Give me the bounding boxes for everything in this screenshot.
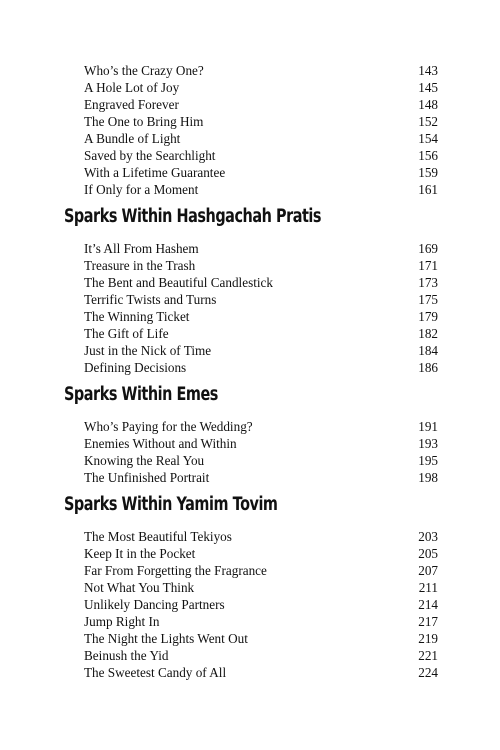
entry-title: Far From Forgetting the Fragrance	[84, 563, 267, 578]
toc-entry[interactable]	[0, 528, 500, 545]
entry-page-number: 205	[418, 546, 438, 561]
toc-entry[interactable]	[0, 545, 500, 562]
toc-entry[interactable]	[0, 452, 500, 469]
entry-title: Who’s the Crazy One?	[84, 63, 204, 78]
toc-entry[interactable]	[0, 325, 500, 342]
entry-title: Treasure in the Trash	[84, 258, 196, 273]
toc-entry[interactable]	[0, 596, 500, 613]
spacer	[0, 230, 500, 240]
spacer	[0, 408, 500, 418]
entry-page-number: 182	[418, 326, 438, 341]
toc-entry[interactable]	[0, 359, 500, 376]
entry-page-number: 221	[418, 648, 438, 663]
toc-section	[0, 376, 500, 486]
toc-entry[interactable]	[0, 613, 500, 630]
entry-page-number: 207	[418, 563, 438, 578]
entry-title: Enemies Without and Within	[84, 436, 237, 451]
section-heading: Sparks Within Hashgachah Pratis	[64, 206, 322, 227]
entry-page-number: 171	[418, 258, 438, 273]
entry-title: A Hole Lot of Joy	[84, 80, 180, 95]
entry-page-number: 217	[418, 614, 438, 629]
toc-entry[interactable]	[0, 630, 500, 647]
toc-entry[interactable]	[0, 291, 500, 308]
toc-entry[interactable]	[0, 164, 500, 181]
toc-section	[0, 62, 500, 198]
toc-entry[interactable]	[0, 435, 500, 452]
entry-title: If Only for a Moment	[84, 182, 199, 197]
toc-entry[interactable]	[0, 562, 500, 579]
entry-page-number: 203	[418, 529, 438, 544]
entry-page-number: 184	[418, 343, 438, 358]
entry-page-number: 145	[418, 80, 438, 95]
entry-title: The Gift of Life	[84, 326, 169, 341]
entry-title: The Night the Lights Went Out	[84, 631, 248, 646]
entry-title: Jump Right In	[84, 614, 160, 629]
entry-title: With a Lifetime Guarantee	[84, 165, 226, 180]
entry-page-number: 198	[418, 470, 438, 485]
entry-page-number: 169	[418, 241, 438, 256]
toc-entry[interactable]	[0, 579, 500, 596]
entry-page-number: 173	[418, 275, 438, 290]
entry-page-number: 143	[418, 63, 438, 78]
entry-page-number: 148	[418, 97, 438, 112]
entry-title: Terrific Twists and Turns	[84, 292, 217, 307]
toc-section	[0, 486, 500, 681]
entry-title: The One to Bring Him	[84, 114, 204, 129]
toc-entry[interactable]	[0, 308, 500, 325]
entry-page-number: 211	[418, 580, 438, 595]
spacer	[0, 518, 500, 528]
toc-entry[interactable]	[0, 113, 500, 130]
toc-entry[interactable]	[0, 240, 500, 257]
entry-page-number: 156	[418, 148, 438, 163]
entry-page-number: 159	[418, 165, 438, 180]
entry-title: Unlikely Dancing Partners	[84, 597, 225, 612]
toc-entry[interactable]	[0, 257, 500, 274]
entry-title: Defining Decisions	[84, 360, 187, 375]
entry-page-number: 214	[418, 597, 438, 612]
entry-title: Beinush the Yid	[84, 648, 169, 663]
entry-title: It’s All From Hashem	[84, 241, 199, 256]
entry-title: The Unfinished Portrait	[84, 470, 210, 485]
entry-page-number: 219	[418, 631, 438, 646]
entry-title: Saved by the Searchlight	[84, 148, 216, 163]
entry-page-number: 161	[418, 182, 438, 197]
toc-entry[interactable]	[0, 274, 500, 291]
entry-title: Engraved Forever	[84, 97, 179, 112]
entry-title: Not What You Think	[84, 580, 195, 595]
entry-page-number: 152	[418, 114, 438, 129]
entry-page-number: 179	[418, 309, 438, 324]
entry-title: The Most Beautiful Tekiyos	[84, 529, 232, 544]
entry-page-number: 224	[418, 665, 438, 680]
entry-page-number: 195	[418, 453, 438, 468]
toc-entry[interactable]	[0, 418, 500, 435]
entry-title: Just in the Nick of Time	[84, 343, 212, 358]
entry-title: The Winning Ticket	[84, 309, 190, 324]
entry-title: Keep It in the Pocket	[84, 546, 196, 561]
entry-title: The Sweetest Candy of All	[84, 665, 227, 680]
toc-entry[interactable]	[0, 342, 500, 359]
toc-entry[interactable]	[0, 62, 500, 79]
toc-entry[interactable]	[0, 647, 500, 664]
toc-section	[0, 198, 500, 376]
entry-title: Who’s Paying for the Wedding?	[84, 419, 253, 434]
entry-title: Knowing the Real You	[84, 453, 205, 468]
toc-entry[interactable]	[0, 469, 500, 486]
section-heading: Sparks Within Emes	[64, 384, 218, 405]
entry-page-number: 193	[418, 436, 438, 451]
entry-page-number: 191	[418, 419, 438, 434]
toc-entry[interactable]	[0, 147, 500, 164]
toc-entry[interactable]	[0, 79, 500, 96]
entry-page-number: 186	[418, 360, 438, 375]
entry-title: A Bundle of Light	[84, 131, 181, 146]
toc-entry[interactable]	[0, 181, 500, 198]
toc-entry[interactable]	[0, 130, 500, 147]
entry-page-number: 175	[418, 292, 438, 307]
table-of-contents	[0, 62, 500, 681]
toc-entry[interactable]	[0, 664, 500, 681]
entry-page-number: 154	[418, 131, 438, 146]
entry-title: The Bent and Beautiful Candlestick	[84, 275, 273, 290]
toc-entry[interactable]	[0, 96, 500, 113]
section-heading: Sparks Within Yamim Tovim	[64, 494, 278, 515]
